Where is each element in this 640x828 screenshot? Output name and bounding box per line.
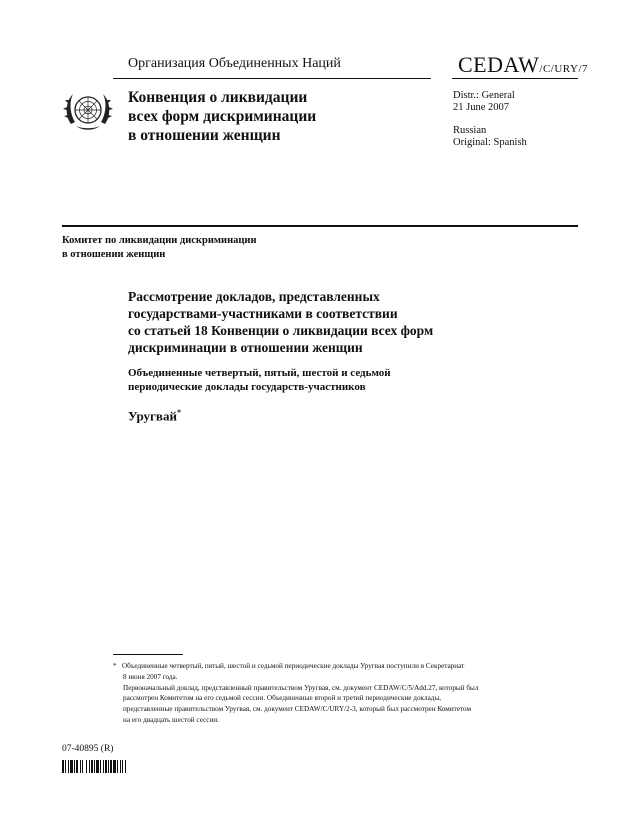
agenda-title — [128, 288, 433, 356]
footnote-line: представленные правительством Уругвая, см. документ CEDAW/C/URY/2-3, который был рассмотрен Комитетом — [123, 705, 472, 714]
original-language: Original: Spanish — [453, 137, 527, 148]
subtitle-line: Объединенные четвертый, пятый, шестой и седьмой — [128, 367, 391, 379]
document-number: 07-40895 (R) — [62, 744, 114, 754]
document-symbol — [458, 52, 588, 78]
convention-title — [128, 88, 316, 145]
section-rule — [62, 225, 578, 227]
distribution: Distr.: General — [453, 90, 515, 101]
country-name — [128, 408, 181, 424]
symbol-main: CEDAW — [458, 52, 540, 77]
footnote — [113, 661, 583, 726]
header-rule-right — [452, 78, 578, 79]
committee-name — [62, 234, 257, 262]
footnote-line: Объединенные четвертый, пятый, шестой и седьмой периодические доклады Уругвая поступили в Секретариат — [121, 662, 465, 670]
agenda-title-line: Рассмотрение докладов, представленных — [128, 289, 380, 304]
footnote-line: 8 июня 2007 года. — [123, 672, 178, 681]
un-emblem-icon — [62, 86, 114, 138]
footnote-rule — [113, 654, 183, 655]
footnote-marker: * — [176, 408, 181, 417]
language: Russian — [453, 125, 487, 136]
issue-date: 21 June 2007 — [453, 102, 509, 113]
report-subtitle — [128, 366, 391, 394]
agenda-title-line: дискриминации в отношении женщин — [128, 340, 363, 355]
convention-title-line: в отношении женщин — [128, 127, 281, 144]
subtitle-line: периодические доклады государств-участников — [128, 381, 366, 393]
committee-line: в отношении женщин — [62, 249, 166, 260]
convention-title-line: всех форм дискриминации — [128, 108, 317, 125]
footnote-line: рассмотрен Комитетом на его седьмой сессии. Объединенные второй и третий периодические доклады, — [123, 694, 442, 703]
footnote-line: на его двадцать шестой сессии. — [123, 715, 219, 724]
convention-title-line: Конвенция о ликвидации — [128, 89, 308, 106]
country-label: Уругвай — [128, 408, 177, 424]
agenda-title-line: государствами-участниками в соответствии — [128, 306, 398, 321]
organization-name: Организация Объединенных Наций — [128, 56, 341, 71]
symbol-suffix: /C/URY/7 — [539, 63, 589, 75]
agenda-title-line: со статьей 18 Конвенции о ликвидации всех форм — [128, 323, 434, 338]
header-rule-left — [113, 78, 431, 79]
footnote-marker: * — [113, 662, 117, 670]
committee-line: Комитет по ликвидации дискриминации — [62, 235, 257, 246]
footnote-line: Первоначальный доклад, представленный правительством Уругвая, см. документ CEDAW/C/5/Add.27, который был — [123, 683, 479, 692]
distribution-info — [453, 90, 527, 149]
barcode-icon — [62, 760, 154, 778]
